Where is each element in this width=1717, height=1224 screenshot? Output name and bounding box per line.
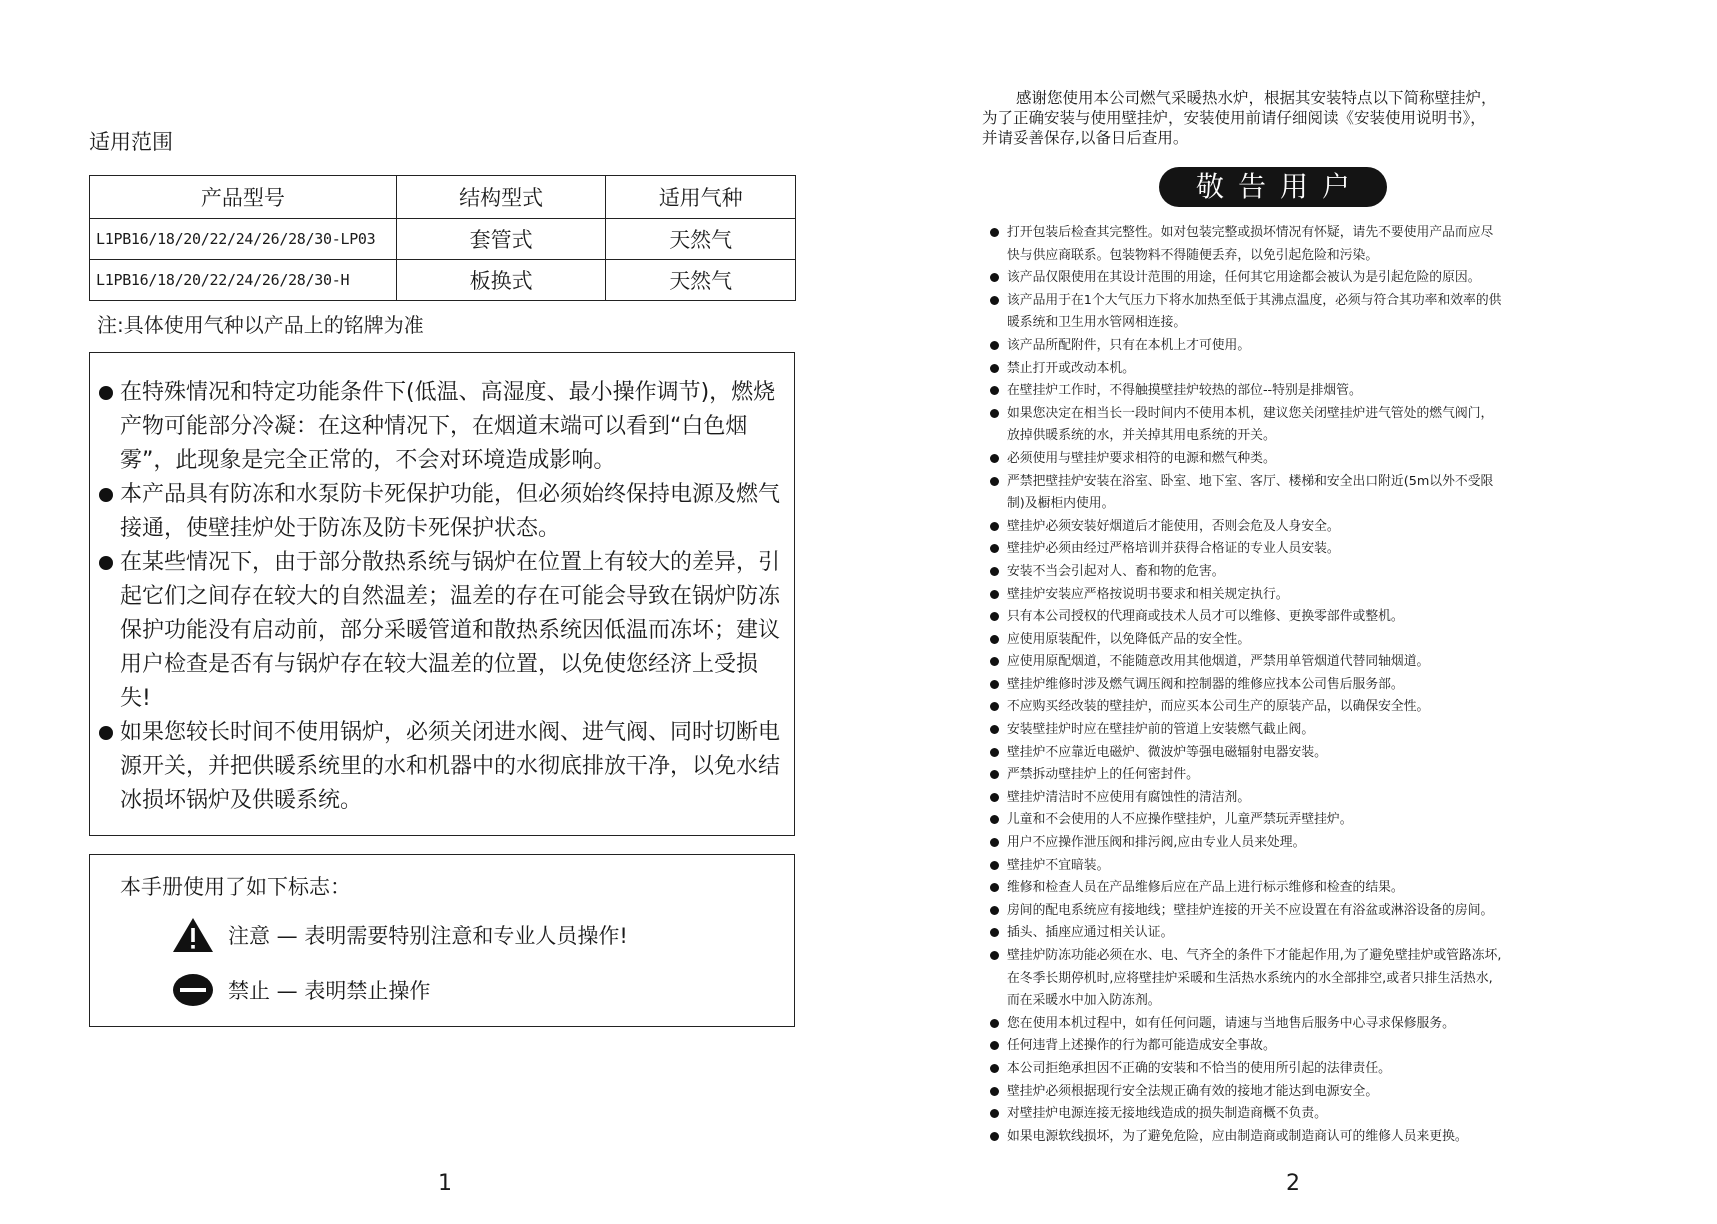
- bullet-dot-icon: [990, 657, 999, 666]
- bullet-dot-icon: [990, 1019, 999, 1028]
- notice-item: 本产品具有防冻和水泵防卡死保护功能，但必须始终保持电源及燃气接通，使壁挂炉处于防冻及防卡死保护状态。: [98, 478, 784, 546]
- rule-item: [987, 787, 1597, 810]
- bullet-dot-icon: [990, 477, 999, 486]
- bullet-dot-icon: [990, 1109, 999, 1118]
- rule-text: 应使用原装配件，以免降低产品的安全性。: [1007, 631, 1251, 647]
- rule-item: [987, 922, 1597, 945]
- legend-caution-text: 注意 — 表明需要特别注意和专业人员操作!: [228, 924, 628, 948]
- rule-item: [987, 1081, 1597, 1104]
- intro-line: 为了正确安装与使用壁挂炉，安装使用前请仔细阅读《安装使用说明书》，: [982, 109, 1486, 127]
- rule-text: 任何违背上述操作的行为都可能造成安全事故。: [1007, 1038, 1276, 1054]
- rule-item: [987, 561, 1597, 584]
- rule-text: 儿童和不会使用的人不应操作壁挂炉，儿童严禁玩弄壁挂炉。: [1007, 812, 1353, 828]
- rule-item: [987, 877, 1597, 900]
- rule-item: [987, 584, 1597, 607]
- bullet-dot-icon: [990, 951, 999, 960]
- gas-type-note: 注:具体使用气种以产品上的铭牌为准: [97, 313, 424, 337]
- legend-prohibited-text: 禁止 — 表明禁止操作: [228, 979, 431, 1003]
- rule-item: [987, 1035, 1597, 1058]
- rule-text: 该产品所配附件，只有在本机上才可使用。: [1007, 337, 1251, 353]
- intro-paragraph: [982, 88, 1602, 148]
- bullet-dot-icon: [99, 726, 113, 740]
- intro-line: 感谢您使用本公司燃气采暖热水炉，根据其安装特点以下简称壁挂炉，: [1016, 89, 1497, 107]
- bullet-dot-icon: [990, 522, 999, 531]
- rule-text: 不应购买经改装的壁挂炉，而应买本公司生产的原装产品，以确保安全性。: [1007, 699, 1430, 715]
- rule-item: [987, 945, 1597, 1013]
- bullet-dot-icon: [990, 409, 999, 418]
- structure-cell: 板换式: [396, 260, 606, 301]
- spec-table: [89, 175, 796, 301]
- legend-item-prohibited: [172, 972, 430, 1008]
- rule-text: 严禁把壁挂炉安装在浴室、卧室、地下室、客厅、楼梯和安全出口附近(5m以外不受限 制)及橱柜内使用。: [1007, 473, 1494, 512]
- rule-text: 维修和检查人员在产品维修后应在产品上进行标示维修和检查的结果。: [1007, 880, 1404, 896]
- header-structure: 结构型式: [396, 176, 606, 219]
- bullet-dot-icon: [990, 296, 999, 305]
- structure-cell: 套管式: [396, 219, 606, 260]
- rule-item: [987, 538, 1597, 561]
- table-row: [90, 260, 796, 301]
- header-gas-type: 适用气种: [606, 176, 796, 219]
- rule-item: [987, 629, 1597, 652]
- model-cell: L1PB16/18/20/22/24/26/28/30-H: [90, 260, 397, 301]
- gas-cell: 天然气: [606, 219, 796, 260]
- notice-box: [89, 352, 795, 836]
- warning-banner: 敬告用户: [1159, 167, 1387, 207]
- rule-text: 在壁挂炉工作时，不得触摸壁挂炉较热的部位--特别是排烟管。: [1007, 383, 1362, 399]
- bullet-dot-icon: [990, 838, 999, 847]
- rule-text: 该产品仅限使用在其设计范围的用途，任何其它用途都会被认为是引起危险的原因。: [1007, 270, 1481, 286]
- bullet-dot-icon: [990, 883, 999, 892]
- rule-text: 必须使用与壁挂炉要求相符的电源和燃气种类。: [1007, 450, 1276, 466]
- rule-text: 壁挂炉不宜暗装。: [1007, 857, 1110, 873]
- rule-item: [987, 380, 1597, 403]
- rule-text: 壁挂炉必须根据现行安全法规正确有效的接地才能达到电源安全。: [1007, 1083, 1379, 1099]
- bullet-dot-icon: [99, 386, 113, 400]
- rule-text: 壁挂炉不应靠近电磁炉、微波炉等强电磁辐射电器安装。: [1007, 744, 1327, 760]
- rule-text: 壁挂炉防冻功能必须在水、电、气齐全的条件下才能起作用,为了避免壁挂炉或管路冻坏, 在冬季长期停机时,应将壁挂炉采暖和生活热水系统内的水全部排空,或者只排生活热水, 而在采暖水中加入防冻剂。: [1007, 948, 1502, 1009]
- bullet-dot-icon: [990, 454, 999, 463]
- page-number: 1: [438, 1171, 452, 1196]
- rule-item: [987, 809, 1597, 832]
- notice-item: 在某些情况下，由于部分散热系统与锅炉在位置上有较大的差异，引起它们之间存在较大的自然温差；温差的存在可能会导致在锅炉防冻保护功能没有启动前，部分采暖管道和散热系统因低温而冻坏；建议用户检查是否有与锅炉存在较大温差的位置，以免使您经济上受损失!: [98, 546, 784, 716]
- bullet-dot-icon: [990, 928, 999, 937]
- rule-text: 如果您决定在相当长一段时间内不使用本机，建议您关闭壁挂炉进气管处的燃气阀门， 放掉供暖系统的水，并关掉其用电系统的开关。: [1007, 405, 1494, 444]
- rule-item: [987, 651, 1597, 674]
- bullet-dot-icon: [990, 386, 999, 395]
- rule-item: [987, 403, 1597, 448]
- rule-text: 禁止打开或改动本机。: [1007, 360, 1135, 376]
- bullet-dot-icon: [990, 1132, 999, 1141]
- rule-item: [987, 1013, 1597, 1036]
- bullet-dot-icon: [990, 861, 999, 870]
- bullet-dot-icon: [990, 364, 999, 373]
- rule-item: [987, 516, 1597, 539]
- rule-text: 房间的配电系统应有接地线；壁挂炉连接的开关不应设置在有浴盆或淋浴设备的房间。: [1007, 902, 1494, 918]
- bullet-dot-icon: [990, 770, 999, 779]
- table-row: [90, 219, 796, 260]
- notice-item: 在特殊情况和特定功能条件下(低温、高湿度、最小操作调节)，燃烧产物可能部分冷凝：在这种情况下，在烟道末端可以看到“白色烟雾”，此现象是完全正常的，不会对环境造成影响。: [98, 376, 784, 478]
- bullet-dot-icon: [990, 273, 999, 282]
- safety-rules-list: [987, 222, 1597, 1148]
- rule-item: [987, 290, 1597, 335]
- bullet-dot-icon: [990, 567, 999, 576]
- rule-item: [987, 900, 1597, 923]
- rule-text: 该产品用于在1个大气压力下将水加热至低于其沸点温度，必须与符合其功率和效率的供 暖系统和卫生用水管网相连接。: [1007, 292, 1502, 331]
- bullet-dot-icon: [990, 815, 999, 824]
- rule-text: 用户不应操作泄压阀和排污阀,应由专业人员来处理。: [1007, 835, 1306, 851]
- right-page: [858, 0, 1717, 1224]
- page-number: 2: [1286, 1171, 1300, 1196]
- rule-text: 安装不当会引起对人、畜和物的危害。: [1007, 563, 1225, 579]
- rule-item: [987, 1058, 1597, 1081]
- rule-item: [987, 832, 1597, 855]
- rule-item: [987, 448, 1597, 471]
- rule-item: [987, 606, 1597, 629]
- rule-text: 对壁挂炉电源连接无接地线造成的损失制造商概不负责。: [1007, 1106, 1327, 1122]
- intro-line: 并请妥善保存,以备日后查用。: [982, 129, 1189, 147]
- bullet-dot-icon: [990, 906, 999, 915]
- bullet-dot-icon: [990, 702, 999, 711]
- rule-item: [987, 335, 1597, 358]
- rule-text: 安装壁挂炉时应在壁挂炉前的管道上安装燃气截止阀。: [1007, 722, 1315, 738]
- bullet-dot-icon: [990, 590, 999, 599]
- rule-item: [987, 696, 1597, 719]
- rule-text: 壁挂炉必须安装好烟道后才能使用，否则会危及人身安全。: [1007, 518, 1340, 534]
- bullet-dot-icon: [99, 556, 113, 570]
- rule-text: 壁挂炉必须由经过严格培训并获得合格证的专业人员安装。: [1007, 541, 1340, 557]
- bullet-dot-icon: [99, 488, 113, 502]
- notice-item: 如果您较长时间不使用锅炉，必须关闭进水阀、进气阀、同时切断电源开关，并把供暖系统里的水和机器中的水彻底排放干净，以免水结冰损坏锅炉及供暖系统。: [98, 716, 784, 818]
- bullet-dot-icon: [990, 1041, 999, 1050]
- gas-cell: 天然气: [606, 260, 796, 301]
- warning-triangle-icon: [172, 917, 214, 953]
- rule-item: [987, 358, 1597, 381]
- rule-item: [987, 471, 1597, 516]
- rule-text: 只有本公司授权的代理商或技术人员才可以维修、更换零部件或整机。: [1007, 609, 1404, 625]
- bullet-dot-icon: [990, 544, 999, 553]
- bullet-dot-icon: [990, 612, 999, 621]
- legend-title: 本手册使用了如下标志：: [120, 875, 351, 899]
- rule-text: 插头、插座应通过相关认证。: [1007, 925, 1174, 941]
- left-page: [0, 0, 858, 1224]
- rule-text: 本公司拒绝承担因不正确的安装和不恰当的使用所引起的法律责任。: [1007, 1060, 1391, 1076]
- rule-item: [987, 674, 1597, 697]
- rule-item: [987, 719, 1597, 742]
- rule-item: [987, 1126, 1597, 1149]
- model-cell: L1PB16/18/20/22/24/26/28/30-LP03: [90, 219, 397, 260]
- legend-item-caution: [172, 917, 628, 953]
- rule-text: 应使用原配烟道，不能随意改用其他烟道，严禁用单管烟道代替同轴烟道。: [1007, 654, 1430, 670]
- rule-text: 严禁拆动壁挂炉上的任何密封件。: [1007, 767, 1199, 783]
- rule-text: 壁挂炉清洁时不应使用有腐蚀性的清洁剂。: [1007, 789, 1251, 805]
- rule-text: 打开包装后检查其完整性。如对包装完整或损坏情况有怀疑，请先不要使用产品而应尽 快与供应商联系。包装物料不得随便丢弃，以免引起危险和污染。: [1007, 225, 1494, 263]
- rule-item: [987, 742, 1597, 765]
- rule-item: [987, 855, 1597, 878]
- bullet-dot-icon: [990, 748, 999, 757]
- symbol-legend-box: [89, 854, 795, 1027]
- bullet-dot-icon: [990, 725, 999, 734]
- bullet-dot-icon: [990, 341, 999, 350]
- header-model: 产品型号: [90, 176, 397, 219]
- bullet-dot-icon: [990, 793, 999, 802]
- rule-item: [987, 267, 1597, 290]
- table-header-row: [90, 176, 796, 219]
- bullet-dot-icon: [990, 1064, 999, 1073]
- rule-item: [987, 764, 1597, 787]
- bullet-dot-icon: [990, 228, 999, 237]
- bullet-dot-icon: [990, 1087, 999, 1096]
- rule-text: 您在使用本机过程中，如有任何问题，请速与当地售后服务中心寻求保修服务。: [1007, 1015, 1455, 1031]
- prohibition-icon: [172, 972, 214, 1008]
- scope-title: 适用范围: [89, 130, 173, 154]
- rule-item: [987, 222, 1597, 267]
- rule-text: 壁挂炉维修时涉及燃气调压阀和控制器的维修应找本公司售后服务部。: [1007, 676, 1404, 692]
- bullet-dot-icon: [990, 680, 999, 689]
- rule-text: 如果电源软线损坏，为了避免危险，应由制造商或制造商认可的维修人员来更换。: [1007, 1128, 1468, 1144]
- rule-item: [987, 1103, 1597, 1126]
- rule-text: 壁挂炉安装应严格按说明书要求和相关规定执行。: [1007, 586, 1289, 602]
- bullet-dot-icon: [990, 635, 999, 644]
